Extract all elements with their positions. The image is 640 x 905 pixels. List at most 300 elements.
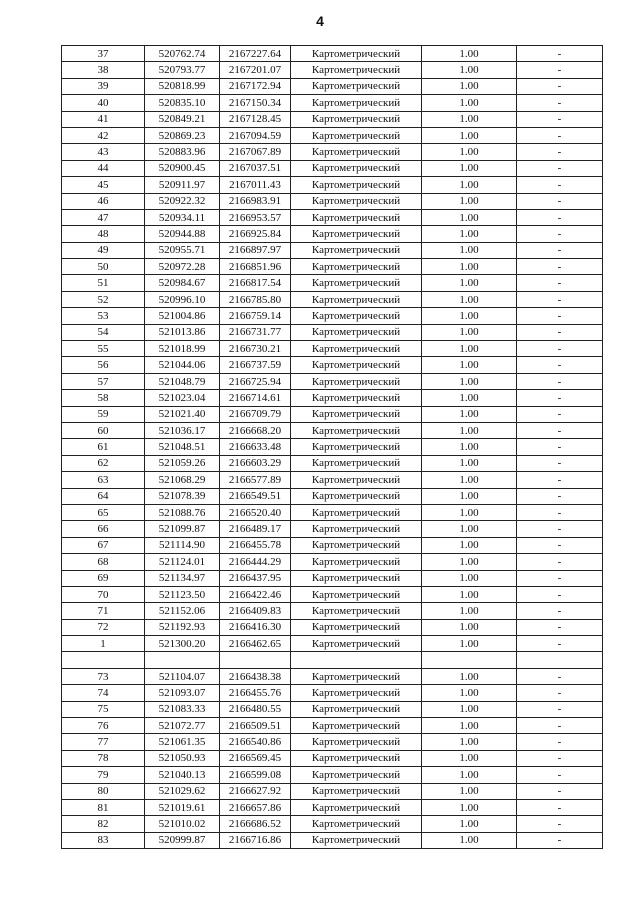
method-cell <box>291 652 422 668</box>
x-coordinate-cell: 521036.17 <box>145 422 220 438</box>
table-row <box>62 701 603 717</box>
point-number-cell: 83 <box>62 832 145 848</box>
table-row <box>62 259 603 275</box>
description-cell: - <box>517 734 603 750</box>
table-row <box>62 341 603 357</box>
table-row <box>62 750 603 766</box>
y-coordinate-cell: 2166953.57 <box>220 209 291 225</box>
x-coordinate-cell: 521048.79 <box>145 373 220 389</box>
description-cell: - <box>517 46 603 62</box>
table-row <box>62 390 603 406</box>
x-coordinate-cell: 520869.23 <box>145 127 220 143</box>
method-cell: Картометрический <box>291 308 422 324</box>
table-row <box>62 685 603 701</box>
y-coordinate-cell: 2166422.46 <box>220 586 291 602</box>
x-coordinate-cell: 521004.86 <box>145 308 220 324</box>
table-row <box>62 226 603 242</box>
method-cell: Картометрический <box>291 127 422 143</box>
accuracy-cell: 1.00 <box>422 160 517 176</box>
x-coordinate-cell: 520793.77 <box>145 62 220 78</box>
point-number-cell: 62 <box>62 455 145 471</box>
accuracy-cell: 1.00 <box>422 701 517 717</box>
x-coordinate-cell: 521083.33 <box>145 701 220 717</box>
method-cell: Картометрический <box>291 78 422 94</box>
description-cell: - <box>517 242 603 258</box>
method-cell: Картометрический <box>291 455 422 471</box>
accuracy-cell: 1.00 <box>422 734 517 750</box>
y-coordinate-cell: 2166416.30 <box>220 619 291 635</box>
point-number-cell: 67 <box>62 537 145 553</box>
accuracy-cell: 1.00 <box>422 472 517 488</box>
x-coordinate-cell: 521018.99 <box>145 341 220 357</box>
y-coordinate-cell: 2166731.77 <box>220 324 291 340</box>
method-cell: Картометрический <box>291 111 422 127</box>
method-cell: Картометрический <box>291 750 422 766</box>
accuracy-cell: 1.00 <box>422 324 517 340</box>
y-coordinate-cell: 2166509.51 <box>220 718 291 734</box>
y-coordinate-cell: 2167172.94 <box>220 78 291 94</box>
point-number-cell: 66 <box>62 521 145 537</box>
method-cell: Картометрический <box>291 767 422 783</box>
description-cell: - <box>517 504 603 520</box>
point-number-cell: 48 <box>62 226 145 242</box>
method-cell: Картометрический <box>291 504 422 520</box>
accuracy-cell: 1.00 <box>422 570 517 586</box>
point-number-cell: 63 <box>62 472 145 488</box>
accuracy-cell: 1.00 <box>422 619 517 635</box>
x-coordinate-cell: 521068.29 <box>145 472 220 488</box>
y-coordinate-cell: 2166983.91 <box>220 193 291 209</box>
accuracy-cell: 1.00 <box>422 783 517 799</box>
coordinates-table <box>61 45 603 849</box>
point-number-cell: 45 <box>62 177 145 193</box>
accuracy-cell: 1.00 <box>422 357 517 373</box>
accuracy-cell: 1.00 <box>422 193 517 209</box>
description-cell: - <box>517 619 603 635</box>
x-coordinate-cell: 521192.93 <box>145 619 220 635</box>
table-row <box>62 783 603 799</box>
point-number-cell: 52 <box>62 291 145 307</box>
method-cell: Картометрический <box>291 291 422 307</box>
description-cell: - <box>517 455 603 471</box>
x-coordinate-cell: 521099.87 <box>145 521 220 537</box>
x-coordinate-cell: 521072.77 <box>145 718 220 734</box>
description-cell: - <box>517 668 603 684</box>
y-coordinate-cell: 2166725.94 <box>220 373 291 389</box>
description-cell: - <box>517 472 603 488</box>
description-cell: - <box>517 324 603 340</box>
accuracy-cell: 1.00 <box>422 46 517 62</box>
point-number-cell: 50 <box>62 259 145 275</box>
table-row <box>62 242 603 258</box>
y-coordinate-cell: 2166730.21 <box>220 341 291 357</box>
x-coordinate-cell: 520996.10 <box>145 291 220 307</box>
method-cell: Картометрический <box>291 46 422 62</box>
point-number-cell: 60 <box>62 422 145 438</box>
accuracy-cell: 1.00 <box>422 603 517 619</box>
accuracy-cell: 1.00 <box>422 718 517 734</box>
y-coordinate-cell: 2166437.95 <box>220 570 291 586</box>
point-number-cell: 76 <box>62 718 145 734</box>
point-number-cell: 37 <box>62 46 145 62</box>
point-number-cell: 80 <box>62 783 145 799</box>
method-cell: Картометрический <box>291 324 422 340</box>
x-coordinate-cell: 520955.71 <box>145 242 220 258</box>
y-coordinate-cell: 2166438.38 <box>220 668 291 684</box>
description-cell: - <box>517 570 603 586</box>
y-coordinate-cell: 2166549.51 <box>220 488 291 504</box>
point-number-cell: 79 <box>62 767 145 783</box>
y-coordinate-cell: 2166897.97 <box>220 242 291 258</box>
table-row <box>62 652 603 668</box>
accuracy-cell: 1.00 <box>422 177 517 193</box>
x-coordinate-cell: 520849.21 <box>145 111 220 127</box>
method-cell: Картометрический <box>291 619 422 635</box>
y-coordinate-cell: 2166759.14 <box>220 308 291 324</box>
method-cell: Картометрический <box>291 668 422 684</box>
description-cell: - <box>517 308 603 324</box>
accuracy-cell: 1.00 <box>422 390 517 406</box>
point-number-cell: 68 <box>62 554 145 570</box>
table-row <box>62 816 603 832</box>
accuracy-cell: 1.00 <box>422 209 517 225</box>
accuracy-cell: 1.00 <box>422 373 517 389</box>
description-cell: - <box>517 718 603 734</box>
x-coordinate-cell: 520984.67 <box>145 275 220 291</box>
table-row <box>62 357 603 373</box>
table-row <box>62 46 603 62</box>
x-coordinate-cell: 521123.50 <box>145 586 220 602</box>
description-cell: - <box>517 390 603 406</box>
x-coordinate-cell: 521093.07 <box>145 685 220 701</box>
point-number-cell: 74 <box>62 685 145 701</box>
point-number-cell: 82 <box>62 816 145 832</box>
table-row <box>62 291 603 307</box>
description-cell: - <box>517 488 603 504</box>
y-coordinate-cell <box>220 652 291 668</box>
x-coordinate-cell: 520762.74 <box>145 46 220 62</box>
x-coordinate-cell: 521300.20 <box>145 636 220 652</box>
table-row <box>62 209 603 225</box>
point-number-cell: 77 <box>62 734 145 750</box>
y-coordinate-cell: 2167201.07 <box>220 62 291 78</box>
table-row <box>62 537 603 553</box>
table-row <box>62 127 603 143</box>
y-coordinate-cell: 2166785.80 <box>220 291 291 307</box>
point-number-cell: 61 <box>62 439 145 455</box>
point-number-cell: 71 <box>62 603 145 619</box>
description-cell: - <box>517 275 603 291</box>
point-number-cell: 70 <box>62 586 145 602</box>
accuracy-cell: 1.00 <box>422 308 517 324</box>
table-row <box>62 718 603 734</box>
point-number-cell: 78 <box>62 750 145 766</box>
table-row <box>62 177 603 193</box>
point-number-cell: 43 <box>62 144 145 160</box>
description-cell: - <box>517 209 603 225</box>
x-coordinate-cell: 520883.96 <box>145 144 220 160</box>
point-number-cell: 75 <box>62 701 145 717</box>
accuracy-cell: 1.00 <box>422 341 517 357</box>
method-cell: Картометрический <box>291 472 422 488</box>
description-cell: - <box>517 177 603 193</box>
description-cell: - <box>517 357 603 373</box>
y-coordinate-cell: 2167094.59 <box>220 127 291 143</box>
point-number-cell: 72 <box>62 619 145 635</box>
point-number-cell: 51 <box>62 275 145 291</box>
point-number-cell: 57 <box>62 373 145 389</box>
y-coordinate-cell: 2166657.86 <box>220 799 291 815</box>
description-cell: - <box>517 799 603 815</box>
accuracy-cell: 1.00 <box>422 554 517 570</box>
description-cell: - <box>517 341 603 357</box>
y-coordinate-cell: 2166714.61 <box>220 390 291 406</box>
description-cell: - <box>517 685 603 701</box>
y-coordinate-cell: 2166633.48 <box>220 439 291 455</box>
accuracy-cell: 1.00 <box>422 406 517 422</box>
y-coordinate-cell: 2166627.92 <box>220 783 291 799</box>
table-row <box>62 78 603 94</box>
point-number-cell: 40 <box>62 95 145 111</box>
accuracy-cell: 1.00 <box>422 127 517 143</box>
x-coordinate-cell: 520900.45 <box>145 160 220 176</box>
method-cell: Картометрический <box>291 259 422 275</box>
point-number-cell: 54 <box>62 324 145 340</box>
y-coordinate-cell: 2166709.79 <box>220 406 291 422</box>
method-cell: Картометрический <box>291 390 422 406</box>
method-cell: Картометрический <box>291 373 422 389</box>
point-number-cell: 44 <box>62 160 145 176</box>
table-row <box>62 193 603 209</box>
point-number-cell: 81 <box>62 799 145 815</box>
accuracy-cell: 1.00 <box>422 95 517 111</box>
accuracy-cell: 1.00 <box>422 275 517 291</box>
point-number-cell: 59 <box>62 406 145 422</box>
point-number-cell <box>62 652 145 668</box>
x-coordinate-cell: 521088.76 <box>145 504 220 520</box>
y-coordinate-cell: 2166686.52 <box>220 816 291 832</box>
table-row <box>62 455 603 471</box>
y-coordinate-cell: 2166444.29 <box>220 554 291 570</box>
description-cell: - <box>517 603 603 619</box>
point-number-cell: 56 <box>62 357 145 373</box>
accuracy-cell: 1.00 <box>422 586 517 602</box>
description-cell: - <box>517 160 603 176</box>
x-coordinate-cell: 520911.97 <box>145 177 220 193</box>
description-cell: - <box>517 767 603 783</box>
description-cell: - <box>517 111 603 127</box>
table-row <box>62 62 603 78</box>
x-coordinate-cell: 521059.26 <box>145 455 220 471</box>
table-row <box>62 160 603 176</box>
table-row <box>62 406 603 422</box>
accuracy-cell: 1.00 <box>422 439 517 455</box>
x-coordinate-cell: 520835.10 <box>145 95 220 111</box>
description-cell: - <box>517 586 603 602</box>
method-cell: Картометрический <box>291 62 422 78</box>
table-row <box>62 799 603 815</box>
y-coordinate-cell: 2167150.34 <box>220 95 291 111</box>
table-row <box>62 308 603 324</box>
table-row <box>62 603 603 619</box>
point-number-cell: 39 <box>62 78 145 94</box>
description-cell: - <box>517 373 603 389</box>
accuracy-cell: 1.00 <box>422 816 517 832</box>
x-coordinate-cell: 521124.01 <box>145 554 220 570</box>
table-row <box>62 554 603 570</box>
description-cell: - <box>517 95 603 111</box>
method-cell: Картометрический <box>291 144 422 160</box>
x-coordinate-cell: 521048.51 <box>145 439 220 455</box>
method-cell: Картометрический <box>291 422 422 438</box>
method-cell: Картометрический <box>291 570 422 586</box>
accuracy-cell: 1.00 <box>422 455 517 471</box>
point-number-cell: 73 <box>62 668 145 684</box>
y-coordinate-cell: 2166851.96 <box>220 259 291 275</box>
table-row <box>62 767 603 783</box>
description-cell: - <box>517 78 603 94</box>
x-coordinate-cell: 521023.04 <box>145 390 220 406</box>
x-coordinate-cell <box>145 652 220 668</box>
method-cell: Картометрический <box>291 586 422 602</box>
method-cell: Картометрический <box>291 488 422 504</box>
point-number-cell: 64 <box>62 488 145 504</box>
method-cell: Картометрический <box>291 95 422 111</box>
description-cell: - <box>517 816 603 832</box>
description-cell: - <box>517 291 603 307</box>
table-row <box>62 422 603 438</box>
table-row <box>62 636 603 652</box>
x-coordinate-cell: 521078.39 <box>145 488 220 504</box>
table-row <box>62 488 603 504</box>
accuracy-cell: 1.00 <box>422 259 517 275</box>
accuracy-cell <box>422 652 517 668</box>
method-cell: Картометрический <box>291 275 422 291</box>
description-cell: - <box>517 783 603 799</box>
accuracy-cell: 1.00 <box>422 78 517 94</box>
method-cell: Картометрический <box>291 701 422 717</box>
accuracy-cell: 1.00 <box>422 767 517 783</box>
description-cell: - <box>517 193 603 209</box>
accuracy-cell: 1.00 <box>422 537 517 553</box>
method-cell: Картометрический <box>291 718 422 734</box>
x-coordinate-cell: 521061.35 <box>145 734 220 750</box>
description-cell: - <box>517 226 603 242</box>
point-number-cell: 65 <box>62 504 145 520</box>
accuracy-cell: 1.00 <box>422 668 517 684</box>
point-number-cell: 47 <box>62 209 145 225</box>
description-cell: - <box>517 750 603 766</box>
method-cell: Картометрический <box>291 242 422 258</box>
y-coordinate-cell: 2167227.64 <box>220 46 291 62</box>
y-coordinate-cell: 2166569.45 <box>220 750 291 766</box>
method-cell: Картометрический <box>291 832 422 848</box>
x-coordinate-cell: 521152.06 <box>145 603 220 619</box>
y-coordinate-cell: 2166716.86 <box>220 832 291 848</box>
x-coordinate-cell: 521104.07 <box>145 668 220 684</box>
y-coordinate-cell: 2167128.45 <box>220 111 291 127</box>
accuracy-cell: 1.00 <box>422 291 517 307</box>
description-cell: - <box>517 144 603 160</box>
table-row <box>62 275 603 291</box>
x-coordinate-cell: 520922.32 <box>145 193 220 209</box>
point-number-cell: 46 <box>62 193 145 209</box>
y-coordinate-cell: 2166409.83 <box>220 603 291 619</box>
x-coordinate-cell: 521019.61 <box>145 799 220 815</box>
description-cell: - <box>517 127 603 143</box>
table-row <box>62 619 603 635</box>
description-cell: - <box>517 422 603 438</box>
method-cell: Картометрический <box>291 816 422 832</box>
y-coordinate-cell: 2166577.89 <box>220 472 291 488</box>
table-row <box>62 832 603 848</box>
y-coordinate-cell: 2166668.20 <box>220 422 291 438</box>
method-cell: Картометрический <box>291 603 422 619</box>
accuracy-cell: 1.00 <box>422 111 517 127</box>
point-number-cell: 49 <box>62 242 145 258</box>
accuracy-cell: 1.00 <box>422 488 517 504</box>
table-row <box>62 734 603 750</box>
method-cell: Картометрический <box>291 357 422 373</box>
method-cell: Картометрический <box>291 177 422 193</box>
y-coordinate-cell: 2166540.86 <box>220 734 291 750</box>
y-coordinate-cell: 2166925.84 <box>220 226 291 242</box>
table-row <box>62 144 603 160</box>
accuracy-cell: 1.00 <box>422 62 517 78</box>
description-cell: - <box>517 406 603 422</box>
table-row <box>62 472 603 488</box>
x-coordinate-cell: 520999.87 <box>145 832 220 848</box>
y-coordinate-cell: 2166599.08 <box>220 767 291 783</box>
method-cell: Картометрический <box>291 685 422 701</box>
description-cell: - <box>517 521 603 537</box>
y-coordinate-cell: 2167037.51 <box>220 160 291 176</box>
method-cell: Картометрический <box>291 734 422 750</box>
table-row <box>62 521 603 537</box>
point-number-cell: 38 <box>62 62 145 78</box>
table-row <box>62 324 603 340</box>
accuracy-cell: 1.00 <box>422 799 517 815</box>
accuracy-cell: 1.00 <box>422 144 517 160</box>
method-cell: Картометрический <box>291 554 422 570</box>
y-coordinate-cell: 2167067.89 <box>220 144 291 160</box>
y-coordinate-cell: 2166489.17 <box>220 521 291 537</box>
accuracy-cell: 1.00 <box>422 242 517 258</box>
x-coordinate-cell: 520818.99 <box>145 78 220 94</box>
point-number-cell: 58 <box>62 390 145 406</box>
point-number-cell: 69 <box>62 570 145 586</box>
method-cell: Картометрический <box>291 209 422 225</box>
x-coordinate-cell: 521013.86 <box>145 324 220 340</box>
x-coordinate-cell: 520944.88 <box>145 226 220 242</box>
y-coordinate-cell: 2166520.40 <box>220 504 291 520</box>
table-row <box>62 439 603 455</box>
table-row <box>62 668 603 684</box>
description-cell <box>517 652 603 668</box>
accuracy-cell: 1.00 <box>422 226 517 242</box>
x-coordinate-cell: 520934.11 <box>145 209 220 225</box>
table-row <box>62 570 603 586</box>
y-coordinate-cell: 2166603.29 <box>220 455 291 471</box>
y-coordinate-cell: 2166455.78 <box>220 537 291 553</box>
x-coordinate-cell: 521050.93 <box>145 750 220 766</box>
method-cell: Картометрический <box>291 406 422 422</box>
table-row <box>62 95 603 111</box>
x-coordinate-cell: 521134.97 <box>145 570 220 586</box>
x-coordinate-cell: 521044.06 <box>145 357 220 373</box>
y-coordinate-cell: 2167011.43 <box>220 177 291 193</box>
method-cell: Картометрический <box>291 160 422 176</box>
